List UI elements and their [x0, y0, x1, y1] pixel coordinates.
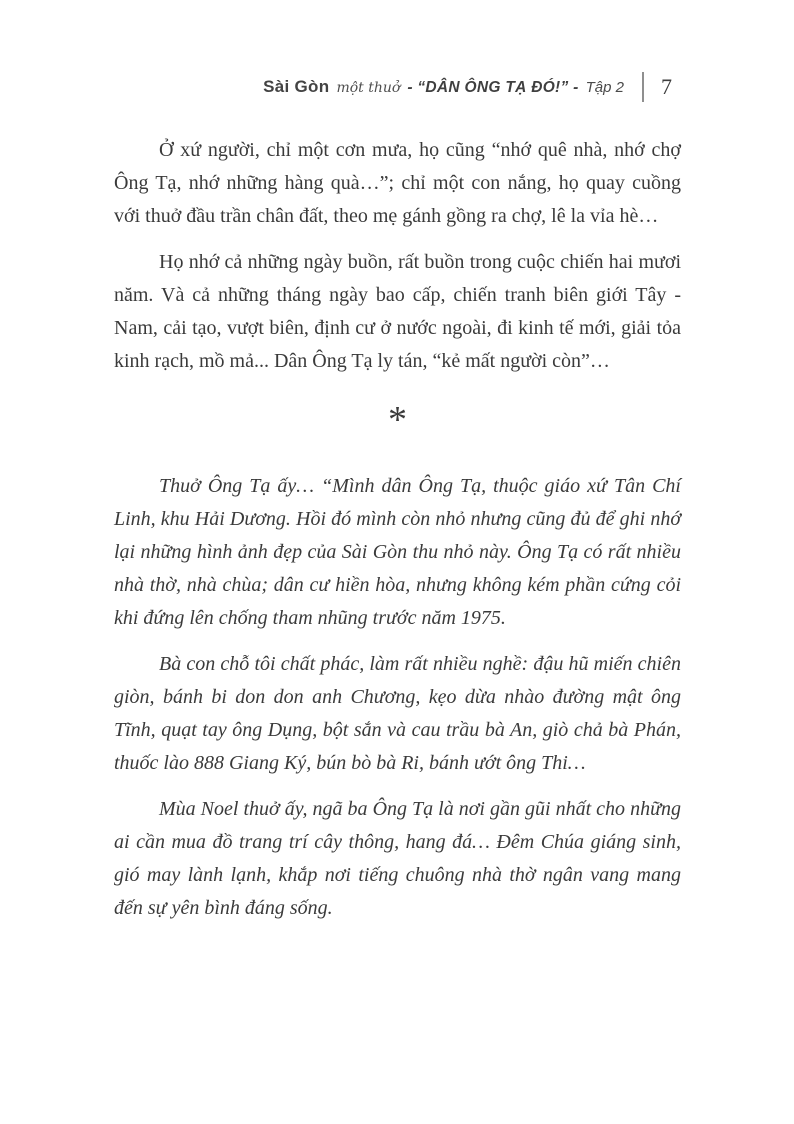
paragraph: Ở xứ người, chỉ một cơn mưa, họ cũng “nhớ quê nhà, nhớ chợ Ông Tạ, nhớ những hàng quà…”; chỉ một con nắng, họ quay cuồng với thuở đầu trần chân đất, theo mẹ gánh gồng ra chợ, lê la vỉa hè… — [114, 139, 681, 227]
book-title: - “DÂN ÔNG TẠ ĐÓ!” - — [407, 79, 579, 96]
header-divider — [642, 72, 644, 102]
page-header — [0, 72, 672, 102]
paragraph: Bà con chỗ tôi chất phác, làm rất nhiều nghề: đậu hũ miến chiên giòn, bánh bi don don anh Chương, kẹo dừa nhào đường mật ông Tĩnh, quạt tay ông Dụng, bột sắn và cau trầu bà An, giò chả bà Phán, thuốc lào 888 Giang Ký, bún bò bà Ri, bánh ướt ông Thi… — [114, 653, 681, 774]
paragraph: Thuở Ông Tạ ấy… “Mình dân Ông Tạ, thuộc giáo xứ Tân Chí Linh, khu Hải Dương. Hồi đó mình còn nhỏ nhưng cũng đủ để ghi nhớ lại những hình ảnh đẹp của Sài Gòn thu nhỏ này. Ông Tạ có rất nhiều nhà thờ, nhà chùa; dân cư hiền hòa, nhưng không kém phần cứng cỏi khi đứng lên chống tham nhũng trước năm 1975. — [114, 475, 681, 629]
paragraph: Mùa Noel thuở ấy, ngã ba Ông Tạ là nơi gần gũi nhất cho những ai cần mua đồ trang trí cây thông, hang đá… Đêm Chúa giáng sinh, gió may lành lạnh, khắp nơi tiếng chuông nhà thờ ngân vang mang đến sự yên bình đáng sống. — [114, 798, 681, 919]
volume-label: Tập 2 — [585, 79, 624, 96]
series-title: Sài Gòn — [263, 77, 330, 96]
running-title — [263, 77, 624, 97]
paragraph: Họ nhớ cả những ngày buồn, rất buồn trong cuộc chiến hai mươi năm. Và cả những tháng ngày bao cấp, chiến tranh biên giới Tây - Nam, cải tạo, vượt biên, định cư ở nước ngoài, đi kinh tế mới, giải tỏa kinh rạch, mồ mả... Dân Ông Tạ ly tán, “kẻ mất người còn”… — [114, 251, 681, 372]
asterisk-divider: * — [388, 399, 407, 441]
series-subtitle: một thuở — [336, 80, 401, 96]
page-body — [114, 134, 681, 938]
page-number: 7 — [661, 74, 672, 99]
